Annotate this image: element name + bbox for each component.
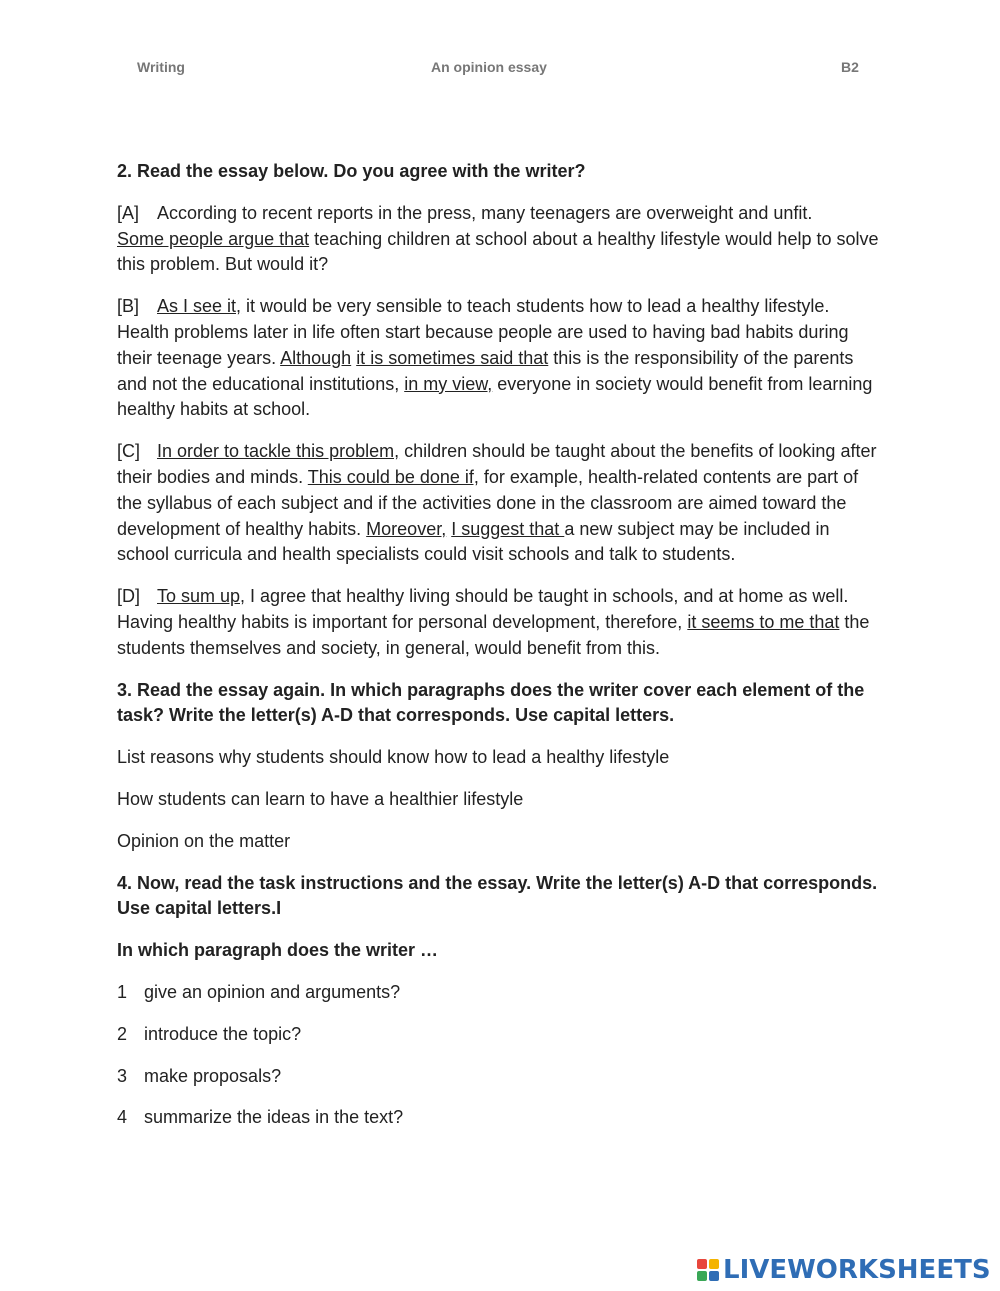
paragraph-tag: [C] [117, 441, 141, 462]
q4-item: 3 make proposals? [117, 1064, 882, 1090]
essay-paragraph-d: [D] To sum up, I agree that healthy living should be taught in schools, and at home as well. Having healthy habits is important for personal development, therefore, it seems to me that the students themselves and society, in general, would benefit from this. [117, 586, 870, 658]
paragraph-tag: [A] [117, 202, 140, 223]
liveworksheets-logo [697, 1255, 991, 1285]
question-2: 2. Read the essay below. Do you agree with the writer? [117, 161, 586, 181]
question-4: 4. Now, read the task instructions and the essay. Write the letter(s) A-D that corresponds. Use capital letters.I [117, 872, 878, 919]
q4-item-number: 4 [117, 1107, 128, 1128]
q3-item: Opinion on the matter [117, 830, 291, 851]
logo-text: LIVEWORKSHEETS [723, 1255, 991, 1285]
header-title: An opinion essay [431, 59, 547, 75]
q4-item-number: 1 [117, 981, 128, 1002]
q4-item-number: 3 [117, 1065, 128, 1086]
q3-item: How students can learn to have a healthier lifestyle [117, 788, 524, 809]
q3-item: List reasons why students should know how to lead a healthy lifestyle [117, 747, 670, 768]
essay-paragraph-a: [A] According to recent reports in the press, many teenagers are overweight and unfit. Some people argue that teaching children at school about a healthy lifestyle would help to solve this problem. But would it? [117, 202, 879, 275]
q4-item: 2 introduce the topic? [117, 1022, 882, 1048]
question-4-subheading: In which paragraph does the writer … [117, 940, 439, 961]
q4-item-number: 2 [117, 1023, 128, 1044]
worksheet-content [117, 159, 882, 1147]
essay-paragraph-b: [B] As I see it, it would be very sensible to teach students how to lead a healthy lifestyle. Health problems later in life often start because people are used to having bad habits during their teenage years. Although it is sometimes said that this is the responsibility of the parents and not the educational institutions, in my view, everyone in society would benefit from learning healthy habits at school. [117, 296, 873, 420]
header-level: B2 [841, 59, 859, 75]
logo-cube [709, 1271, 719, 1281]
logo-cubes-icon [697, 1259, 719, 1281]
logo-cube [709, 1259, 719, 1269]
logo-cube [697, 1271, 707, 1281]
q4-item: 4 summarize the ideas in the text? [117, 1105, 882, 1131]
paragraph-tag: [B] [117, 296, 140, 317]
question-3: 3. Read the essay again. In which paragraphs does the writer cover each element of the task? Write the letter(s) A-D that corresponds. Use capital letters. [117, 679, 865, 726]
essay-paragraph-c: [C] In order to tackle this problem, children should be taught about the benefits of looking after their bodies and minds. This could be done if, for example, health-related contents are part of the syllabus of each subject and if the activities done in the classroom are aimed toward the development of healthy habits. Moreover, I suggest that a new subject may be included in school curricula and health specialists could visit schools and talk to students. [117, 441, 877, 565]
logo-cube [697, 1259, 707, 1269]
header-subject: Writing [137, 59, 185, 75]
paragraph-tag: [D] [117, 586, 141, 607]
q4-item: 1 give an opinion and arguments? [117, 980, 882, 1006]
